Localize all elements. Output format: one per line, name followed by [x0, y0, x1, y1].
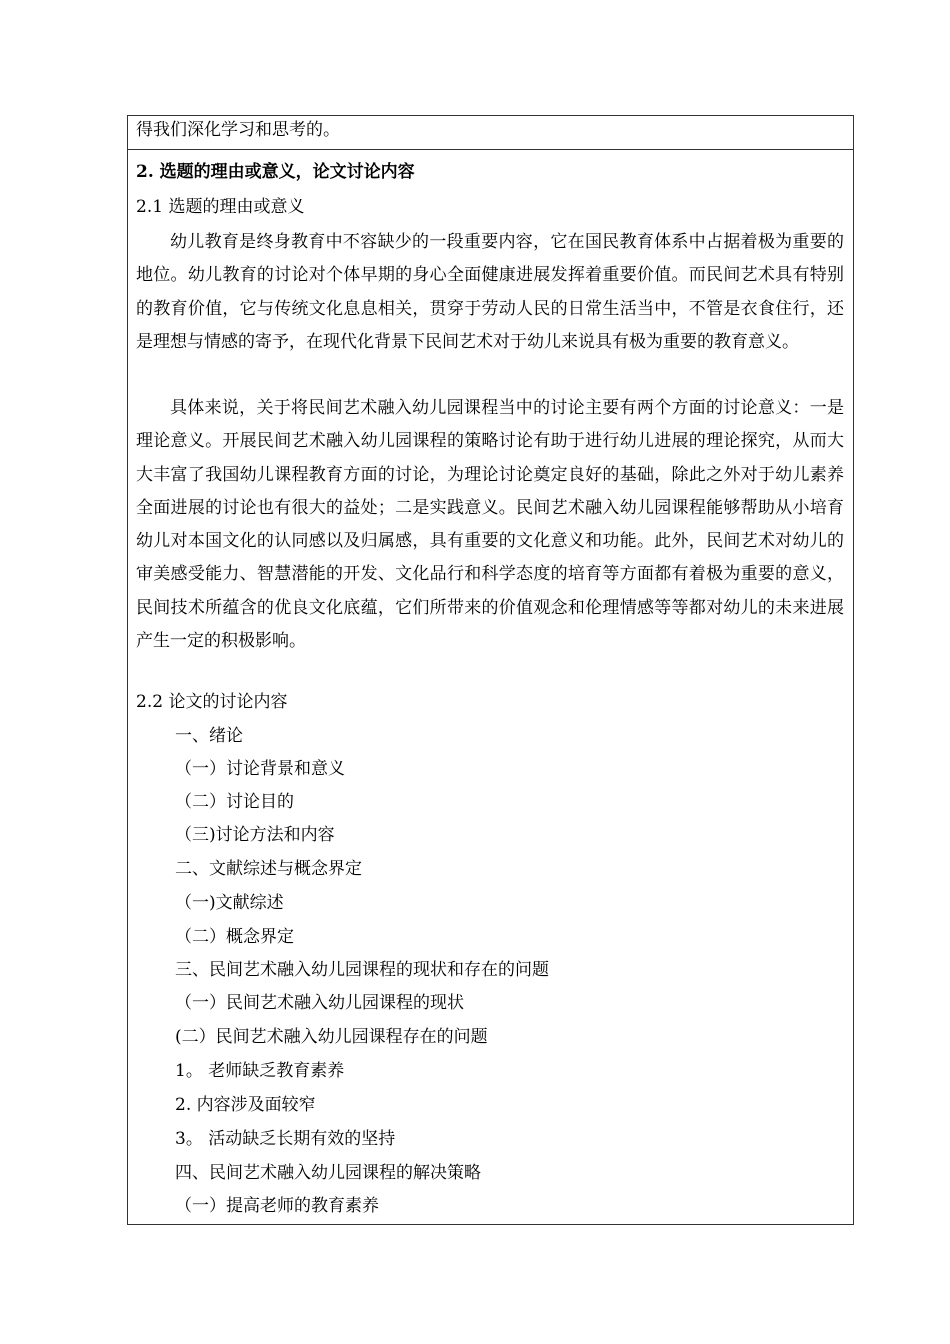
- outline-item: （二）讨论目的: [175, 792, 294, 812]
- outline-item: 3。 活动缺乏长期有效的坚持: [175, 1129, 396, 1149]
- outline-item: 1。 老师缺乏教育素养: [175, 1061, 345, 1081]
- subsection-heading-content: 2.2 论文的讨论内容: [136, 692, 288, 712]
- subsection-heading-reason: 2.1 选题的理由或意义: [136, 197, 305, 217]
- outline-item: （一）讨论背景和意义: [175, 759, 345, 779]
- outline-item: （三)讨论方法和内容: [175, 825, 335, 845]
- outline-item: （一）提高老师的教育素养: [175, 1196, 379, 1216]
- outline-item: （一）民间艺术融入幼儿园课程的现状: [175, 993, 464, 1013]
- form-table: [127, 115, 854, 1225]
- outline-item: 四、民间艺术融入幼儿园课程的解决策略: [175, 1163, 481, 1183]
- outline-item: 一、绪论: [175, 726, 243, 746]
- outline-item: 二、文献综述与概念界定: [175, 859, 362, 879]
- paragraph-significance: 具体来说，关于将民间艺术融入幼儿园课程当中的讨论主要有两个方面的讨论意义：一是理论意义。开展民间艺术融入幼儿园课程的策略讨论有助于进行幼儿进展的理论探究，从而大大丰富了我国幼儿课程教育方面的讨论，为理论讨论奠定良好的基础，除此之外对于幼儿素养全面进展的讨论也有很大的益处；二是实践意义。民间艺术融入幼儿园课程能够帮助从小培育幼儿对本国文化的认同感以及归属感，具有重要的文化意义和功能。此外，民间艺术对幼儿的审美感受能力、智慧潜能的开发、文化品行和科学态度的培育等方面都有着极为重要的意义，民间技术所蕴含的优良文化底蕴，它们所带来的价值观念和伦理情感等等都对幼儿的未来进展产生一定的积极影响。: [136, 398, 844, 652]
- outline-item: （二）概念界定: [175, 927, 294, 947]
- outline-item: (二）民间艺术融入幼儿园课程存在的问题: [175, 1027, 488, 1047]
- paragraph-reason: 幼儿教育是终身教育中不容缺少的一段重要内容，它在国民教育体系中占据着极为重要的地位。幼儿教育的讨论对个体早期的身心全面健康进展发挥着重要价值。而民间艺术具有特别的教育价值，它与传统文化息息相关，贯穿于劳动人民的日常生活当中，不管是衣食住行，还是理想与情感的寄予，在现代化背景下民间艺术对于幼儿来说具有极为重要的教育意义。: [136, 232, 844, 352]
- section-heading: 2. 选题的理由或意义，论文讨论内容: [136, 162, 415, 182]
- continued-text: 得我们深化学习和思考的。: [136, 120, 340, 140]
- table-row-divider: [128, 149, 853, 150]
- outline-item: 2. 内容涉及面较窄: [175, 1095, 316, 1115]
- outline-item: 三、民间艺术融入幼儿园课程的现状和存在的问题: [175, 960, 549, 980]
- outline-item: （一)文献综述: [175, 893, 284, 913]
